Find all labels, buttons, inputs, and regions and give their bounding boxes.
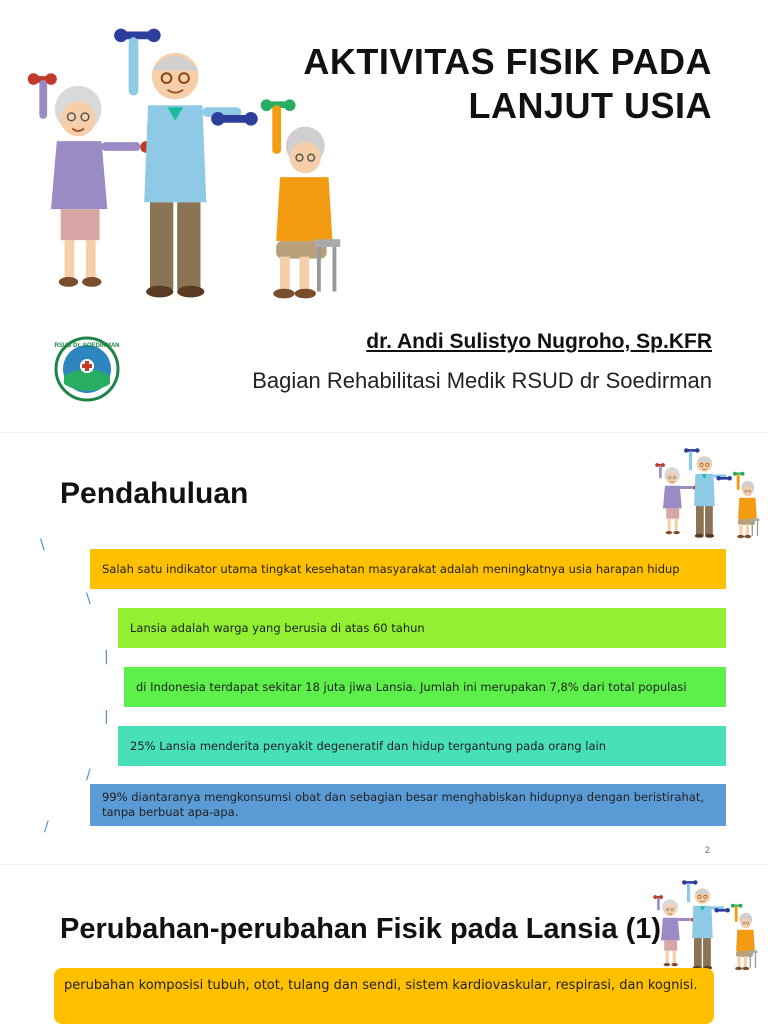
- list-item-text: 25% Lansia menderita penyakit degeneratif dan hidup tergantung pada orang lain: [130, 739, 606, 753]
- title-line-2: LANJUT USIA: [468, 85, 712, 126]
- list-item: [90, 784, 726, 826]
- section-heading: Perubahan-perubahan Fisik pada Lansia (1): [60, 913, 662, 945]
- decor-mark: |: [104, 709, 109, 725]
- list-item-text: di Indonesia terdapat sekitar 18 juta jiwa Lansia. Jumlah ini merupakan 7,8% dari total populasi: [136, 680, 687, 694]
- decor-mark: \: [40, 537, 45, 553]
- list-item-text: Salah satu indikator utama tingkat kesehatan masyarakat adalah meningkatnya usia harapan hidup: [102, 562, 680, 576]
- physical-changes-slide: [0, 864, 768, 1025]
- title-line-1: AKTIVITAS FISIK PADA: [303, 41, 712, 82]
- title-slide: [0, 0, 768, 430]
- page-number: 2: [704, 845, 710, 855]
- author-name: dr. Andi Sulistyo Nugroho, Sp.KFR: [366, 330, 712, 353]
- list-item: [90, 549, 726, 589]
- elderly-exercise-illustration-small: [650, 877, 760, 973]
- list-item: [118, 608, 726, 648]
- introduction-slide: [0, 432, 768, 863]
- list-item: [118, 726, 726, 766]
- list-item-text: Lansia adalah warga yang berusia di atas 60 tahun: [130, 621, 425, 635]
- department-name: Bagian Rehabilitasi Medik RSUD dr Soedirman: [252, 368, 712, 393]
- elderly-exercise-illustration-small: [652, 445, 762, 541]
- logo-text: RSUD Dr. SOEDIRMAN: [54, 343, 120, 349]
- elderly-exercise-illustration: [18, 18, 348, 308]
- section-heading: Pendahuluan: [60, 477, 249, 510]
- content-box-text: perubahan komposisi tubuh, otot, tulang dan sendi, sistem kardiovaskular, respirasi, dan kognisi.: [64, 978, 698, 993]
- decor-mark: /: [44, 819, 49, 835]
- decor-mark: |: [104, 649, 109, 665]
- decor-mark: /: [86, 767, 91, 783]
- list-item: [124, 667, 726, 707]
- list-item-text: 99% diantaranya mengkonsumsi obat dan sebagian besar menghabiskan hidupnya dengan beristirahat, tanpa berbuat apa-apa.: [102, 790, 705, 819]
- content-box: [54, 968, 714, 1024]
- hospital-logo: [54, 336, 120, 407]
- decor-mark: \: [86, 591, 91, 607]
- presentation-title: [303, 40, 712, 128]
